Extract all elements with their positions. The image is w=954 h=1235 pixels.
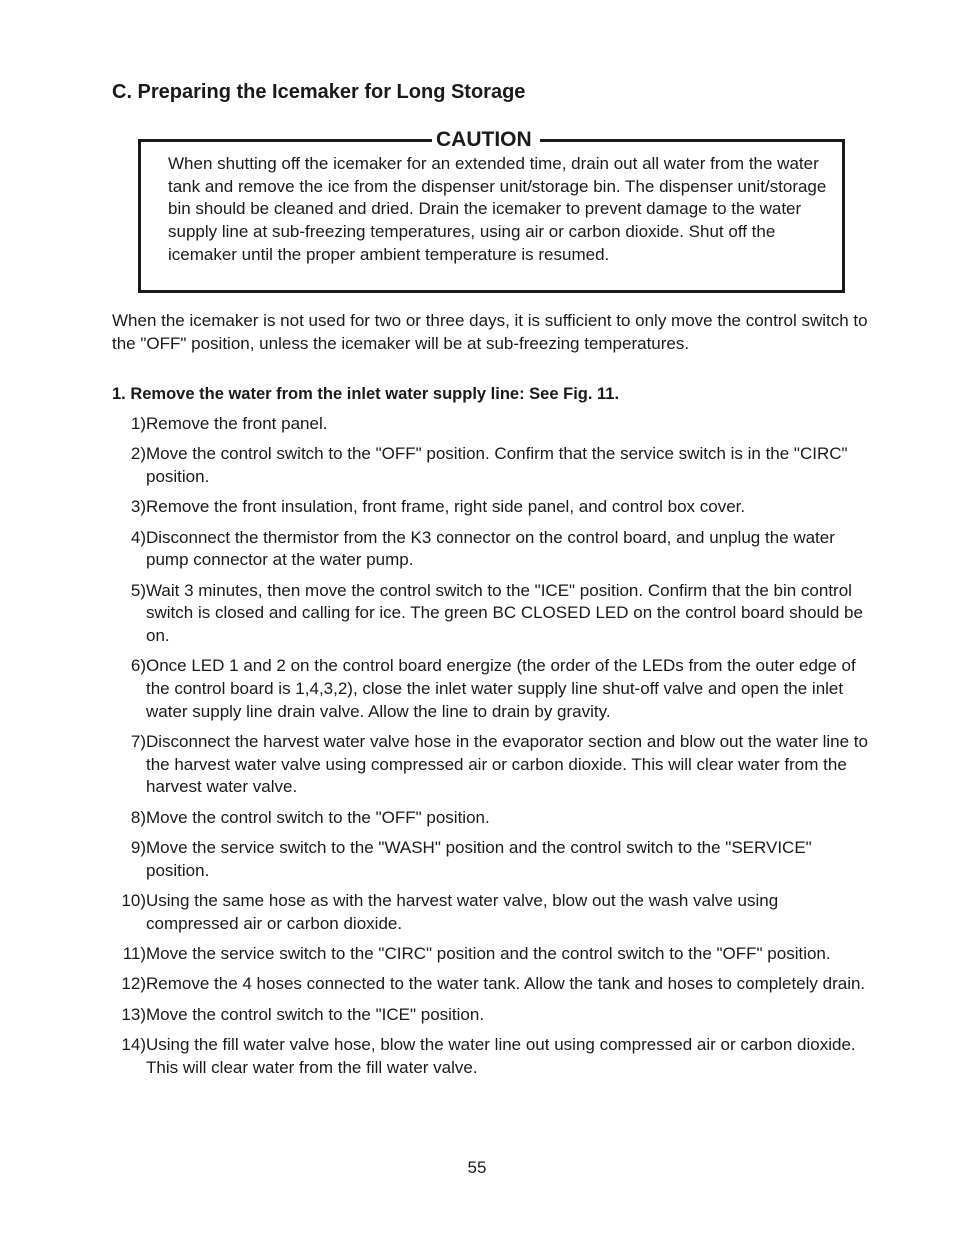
step-text: Move the service switch to the "CIRC" position and the control switch to the "OFF" position. — [146, 944, 831, 963]
step-number: 12) — [121, 974, 146, 994]
step-number: 6) — [130, 656, 146, 676]
page-number: 55 — [467, 1158, 487, 1177]
intro-paragraph: When the icemaker is not used for two or three days, it is sufficient to only move the control switch to the "OFF" position, unless the icemaker will be at sub-freezing temperatures. — [112, 311, 868, 353]
step-text: Remove the 4 hoses connected to the water tank. Allow the tank and hoses to completely drain. — [146, 974, 866, 994]
step-number: 7) — [130, 732, 146, 751]
list-item — [112, 527, 872, 572]
step-text: Disconnect the harvest water valve hose in the evaporator section and blow out the water line to the harvest water valve using compressed air or carbon dioxide. This will clear water from the harvest water valve. — [146, 732, 868, 797]
list-item — [112, 496, 872, 519]
step-text: Move the service switch to the "WASH" position and the control switch to the "SERVICE" position. — [146, 838, 812, 880]
steps-list — [112, 413, 872, 1087]
step-heading: 1. Remove the water from the inlet water supply line: See Fig. 11. — [112, 385, 620, 403]
step-text: Disconnect the thermistor from the K3 connector on the control board, and unplug the water pump connector at the water pump. — [146, 527, 835, 570]
list-item — [112, 943, 872, 966]
list-item — [112, 973, 872, 996]
step-number: 5) — [130, 580, 146, 600]
section-title: C. Preparing the Icemaker for Long Storage — [112, 81, 526, 103]
list-item — [112, 580, 872, 648]
caution-label: CAUTION — [432, 126, 540, 154]
list-item — [112, 837, 872, 882]
step-text: Remove the front insulation, front frame, right side panel, and control box cover. — [146, 497, 746, 517]
list-item — [112, 890, 872, 935]
caution-text: When shutting off the icemaker for an extended time, drain out all water from the water tank and remove the ice from the dispenser unit/storage bin. The dispenser unit/storage bin should be cleaned and dried. Drain the icemaker to prevent damage to the water supply line at sub-freezing temperatures, using air or carbon dioxide. Shut off the icemaker until the proper ambient temperature is resumed. — [168, 154, 827, 264]
step-number: 9) — [130, 838, 146, 857]
step-text: Once LED 1 and 2 on the control board energize (the order of the LEDs from the outer edge of the control board is 1,4,3,2), close the inlet water supply line shut-off valve and open the inlet water supply line drain valve. Allow the line to drain by gravity. — [146, 656, 856, 721]
step-text: Move the control switch to the "OFF" position. Confirm that the service switch is in the "CIRC" position. — [146, 444, 848, 486]
step-text: Wait 3 minutes, then move the control switch to the "ICE" position. Confirm that the bin control switch is closed and calling for ice. The green BC CLOSED LED on the control board should be on. — [146, 580, 863, 645]
list-item — [112, 443, 872, 488]
step-text: Using the fill water valve hose, blow the water line out using compressed air or carbon dioxide. This will clear water from the fill water valve. — [146, 1034, 856, 1077]
step-text: Move the control switch to the "OFF" position. — [146, 807, 490, 827]
caution-box — [138, 128, 845, 293]
step-number: 13) — [121, 1004, 146, 1024]
list-item — [112, 413, 872, 436]
list-item — [112, 731, 872, 799]
step-text: Remove the front panel. — [146, 414, 328, 433]
step-number: 3) — [130, 497, 146, 517]
step-number: 2) — [130, 444, 146, 464]
list-item — [112, 655, 872, 723]
step-number: 11) — [122, 944, 146, 963]
step-number: 1) — [130, 414, 146, 433]
step-text: Move the control switch to the "ICE" position. — [146, 1004, 485, 1024]
step-text: Using the same hose as with the harvest water valve, blow out the wash valve using compressed air or carbon dioxide. — [146, 891, 779, 933]
step-number: 10) — [121, 891, 146, 910]
list-item — [112, 1004, 872, 1027]
step-number: 8) — [130, 807, 146, 827]
step-number: 14) — [121, 1034, 146, 1054]
step-number: 4) — [130, 527, 146, 547]
list-item — [112, 1034, 872, 1079]
list-item — [112, 807, 872, 830]
